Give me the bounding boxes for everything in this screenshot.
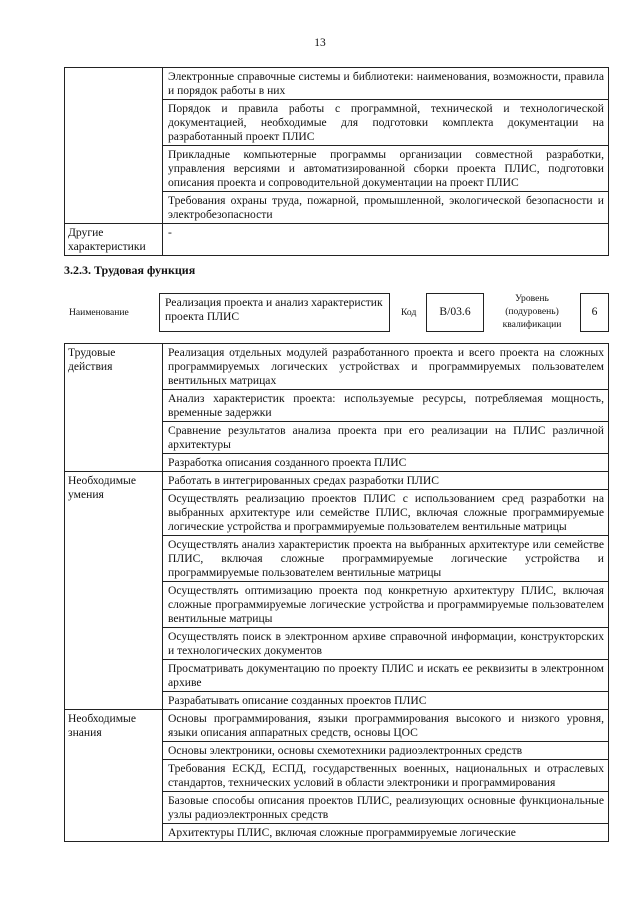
requirement-item: Базовые способы описания проектов ПЛИС, реализующих основные функциональные узлы радиоэлектронных средств <box>163 792 609 824</box>
requirement-item: Основы программирования, языки программирования высокого и низкого уровня, языки описания аппаратных средств, основы ЦОС <box>163 710 609 742</box>
table-row <box>65 68 609 100</box>
row-label: Необходимые умения <box>65 472 163 710</box>
requirement-item: Требования ЕСКД, ЕСПД, государственных военных, национальных и отраслевых стандартов, технических условий в области электроники и программирования <box>163 760 609 792</box>
requirement-item: Осуществлять оптимизацию проекта под конкретную архитектуру ПЛИС, включая сложные программируемые логические устройства и программируемые пользователем вентильные матрицы <box>163 582 609 628</box>
requirement-item: Разработка описания созданного проекта ПЛИС <box>163 454 609 472</box>
requirement-item: Работать в интегрированных средах разработки ПЛИС <box>163 472 609 490</box>
name-label: Наименование <box>69 307 129 318</box>
row-label: Трудовые действия <box>65 344 163 472</box>
function-code-box: B/03.6 <box>426 293 484 332</box>
function-name-box: Реализация проекта и анализ характеристик проекта ПЛИС <box>159 293 390 332</box>
code-label: Код <box>401 307 417 318</box>
requirement-item: Порядок и правила работы с программной, технической и технологической документацией, необходимые для подготовки комплекта документации на разработанный проект ПЛИС <box>163 100 609 146</box>
requirement-item: Осуществлять поиск в электронном архиве справочной информации, конструкторских и технологических документов <box>163 628 609 660</box>
row-label: Необходимые знания <box>65 710 163 842</box>
requirement-item: Требования охраны труда, пожарной, промышленной, экологической безопасности и электробезопасности <box>163 192 609 224</box>
requirement-item: Разрабатывать описание созданных проектов ПЛИС <box>163 692 609 710</box>
table-row <box>65 344 609 390</box>
labor-function-table <box>64 343 609 842</box>
requirement-item: - <box>163 224 609 256</box>
requirement-item: Анализ характеристик проекта: используемые ресурсы, потребляемая мощность, временные задержки <box>163 390 609 422</box>
knowledge-table-continued <box>64 67 609 256</box>
table-row <box>65 710 609 742</box>
requirement-item: Осуществлять анализ характеристик проекта на выбранных архитектуре или семействе ПЛИС, включая сложные программируемые логические устройства и программируемые пользователем вентильные матрицы <box>163 536 609 582</box>
requirement-item: Сравнение результатов анализа проекта при его реализации на ПЛИС различной архитектуры <box>163 422 609 454</box>
qualification-level-box: 6 <box>580 293 609 332</box>
row-label <box>65 68 163 224</box>
row-label: Другие характеристики <box>65 224 163 256</box>
table-row <box>65 224 609 256</box>
requirement-item: Электронные справочные системы и библиотеки: наименования, возможности, правила и порядок работы в них <box>163 68 609 100</box>
requirement-item: Прикладные компьютерные программы организации совместной разработки, управления версиями и автоматизированной сборки проекта ПЛИС, подготовки описания проекта и сопроводительной документации на проект ПЛИС <box>163 146 609 192</box>
table-row <box>65 472 609 490</box>
requirement-item: Осуществлять реализацию проектов ПЛИС с использованием сред разработки на выбранных архитектуре или семействе ПЛИС, включая сложные программируемые логические устройства и программируемые пользователем вентильные матрицы <box>163 490 609 536</box>
requirement-item: Основы электроники, основы схемотехники радиоэлектронных средств <box>163 742 609 760</box>
requirement-item: Реализация отдельных модулей разработанного проекта и всего проекта на сложных программируемых логических устройствах и программируемых пользователем вентильных матрицах <box>163 344 609 390</box>
requirement-item: Просматривать документацию по проекту ПЛИС и искать ее реквизиты в электронном архиве <box>163 660 609 692</box>
qualification-level-label: Уровень (подуровень) квалификации <box>502 293 562 330</box>
page-number: 13 <box>314 37 326 49</box>
section-heading: 3.2.3. Трудовая функция <box>64 263 196 277</box>
requirement-item: Архитектуры ПЛИС, включая сложные программируемые логические <box>163 824 609 842</box>
